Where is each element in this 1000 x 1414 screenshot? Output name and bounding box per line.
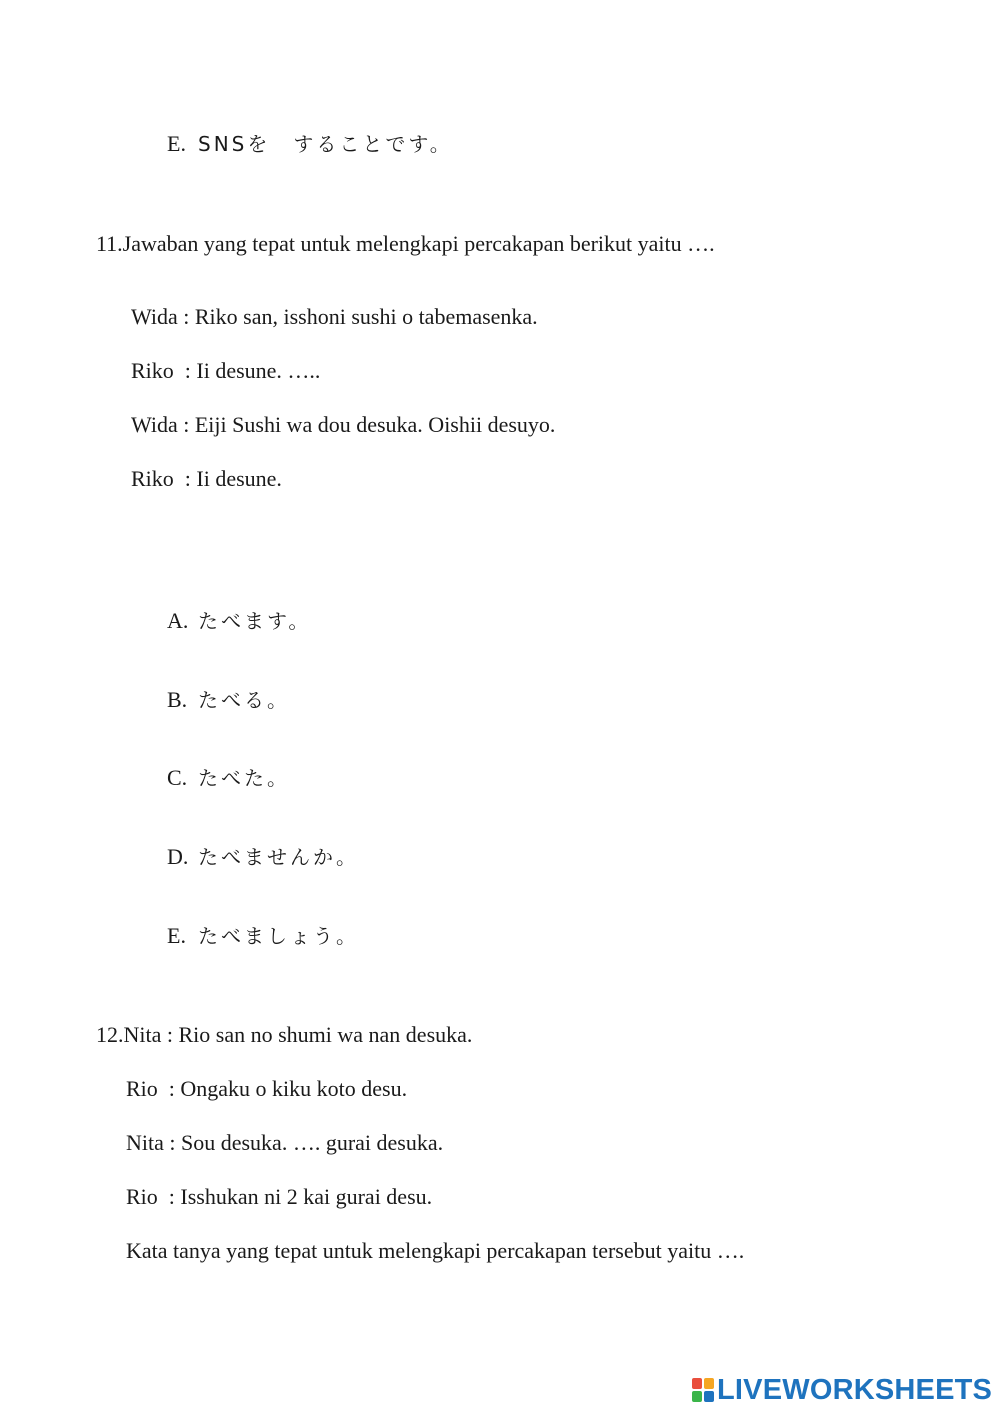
liveworksheets-logo-icon (692, 1378, 714, 1402)
q11-dialogue-line-4: Riko : Ii desune. (131, 466, 282, 491)
q11-question: 11.Jawaban yang tepat untuk melengkapi percakapan berikut yaitu …. (96, 231, 715, 256)
q11-option-c[interactable] (156, 736, 290, 792)
q12-line-4: Rio : Isshukan ni 2 kai gurai desu. (126, 1184, 433, 1209)
q12-line-1: 12.Nita : Rio san no shumi wa nan desuka. (96, 1022, 473, 1047)
prev-option-e (156, 102, 453, 158)
q12-prompt: Kata tanya yang tepat untuk melengkapi percakapan tersebut yaitu …. (126, 1238, 745, 1263)
option-letter: C. (167, 765, 188, 790)
q11-option-a[interactable] (156, 579, 311, 635)
q11-option-b[interactable] (156, 658, 290, 714)
q11-dialogue-line-3: Wida : Eiji Sushi wa dou desuka. Oishii desuyo. (131, 412, 556, 437)
option-text: たべます。 (198, 609, 312, 633)
q12-line-2: Rio : Ongaku o kiku koto desu. (126, 1076, 408, 1101)
q12-line-3: Nita : Sou desuka. …. gurai desuka. (126, 1130, 444, 1155)
option-text: たべた。 (198, 766, 290, 790)
logo-text: LIVEWORKSHEETS (717, 1374, 993, 1406)
q11-dialogue-line-1: Wida : Riko san, isshoni sushi o tabemasenka. (131, 304, 538, 329)
option-text: たべませんか。 (198, 845, 359, 869)
q11-dialogue-line-2: Riko : Ii desune. ….. (131, 358, 321, 383)
q11-option-e[interactable] (156, 894, 359, 950)
option-text: たべる。 (198, 688, 290, 712)
option-text: たべましょう。 (198, 924, 359, 948)
q11-option-d[interactable] (156, 815, 359, 871)
liveworksheets-logo (692, 1374, 992, 1406)
option-letter: E. (167, 131, 186, 156)
option-letter: A. (167, 608, 189, 633)
option-letter: D. (167, 844, 189, 869)
option-text: SNSを することです。 (198, 132, 453, 156)
option-letter: E. (167, 923, 186, 948)
option-letter: B. (167, 687, 188, 712)
